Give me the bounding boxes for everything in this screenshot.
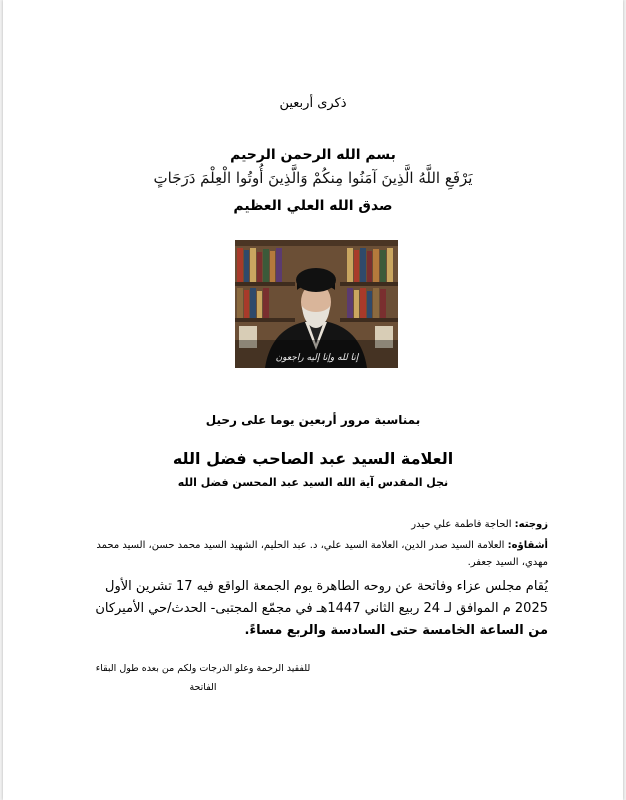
portrait-photo: [235, 240, 398, 368]
brothers-line: [80, 537, 548, 571]
occasion-line: بمناسبة مرور أربعين يوما على رحيل: [205, 413, 421, 427]
quran-verse: يَرْفَعِ اللَّهُ الَّذِينَ آمَنُوا مِنكُمْ وَالَّذِينَ أُوتُوا الْعِلْمَ دَرَجَاتٍ: [153, 169, 473, 187]
wife-name: الحاجة فاطمة علي حيدر: [411, 519, 512, 530]
page-title: ذكرى أربعين: [279, 96, 347, 111]
condolence-line: للفقيد الرحمة وعلو الدرجات ولكم من بعده طول البقاء: [95, 663, 311, 674]
deceased-name: العلامة السيد عبد الصاحب فضل الله: [172, 449, 454, 468]
photo-caption: إنا لله وإنا إليه راجعون: [275, 353, 359, 363]
portrait-illustration: [235, 240, 398, 368]
lineage-line: نجل المقدس آية الله السيد عبد المحسن فضل الله: [177, 476, 449, 489]
event-paragraph: [80, 576, 548, 642]
basmala: بسم الله الرحمن الرحيم: [230, 147, 396, 163]
event-time: من الساعة الخامسة حتى السادسة والربع مساءً.: [244, 623, 548, 638]
fatiha-line: الفاتحة: [189, 682, 217, 693]
document-page: [3, 0, 623, 800]
event-details: يُقام مجلس عزاء وفاتحة عن روحه الطاهرة يوم الجمعة الواقع فيه 17 تشرين الأول 2025 م الموافق لـ 24 ربيع الثاني 1447هـ في مجمّع المجتبى- الحدث/حي الأميركان: [95, 579, 548, 616]
brothers-label: أشقاؤه:: [507, 540, 548, 551]
brothers-names: العلامة السيد صدر الدين، العلامة السيد علي، د. عبد الحليم، الشهيد السيد محمد حسن، السيد محمد مهدي، السيد جعفر.: [96, 540, 548, 568]
verse-closing: صدق الله العلي العظيم: [233, 198, 393, 214]
wife-label: زوجته:: [514, 519, 548, 530]
wife-line: [80, 519, 548, 530]
